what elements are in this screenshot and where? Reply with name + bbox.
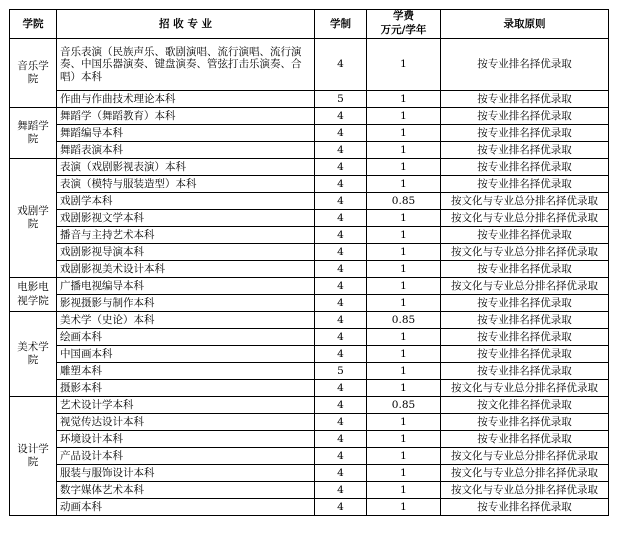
college-cell: 舞蹈学院 — [10, 108, 57, 159]
major-cell: 戏剧影视文学本科 — [57, 210, 315, 227]
fee-cell: 1 — [367, 108, 441, 125]
fee-cell: 1 — [367, 414, 441, 431]
fee-cell: 0.85 — [367, 312, 441, 329]
table-row — [10, 363, 609, 380]
major-cell: 戏剧学本科 — [57, 193, 315, 210]
table-row — [10, 142, 609, 159]
fee-cell: 1 — [367, 465, 441, 482]
header-major: 招 收 专 业 — [57, 10, 315, 39]
college-cell: 美术学院 — [10, 312, 57, 397]
major-cell: 影视摄影与制作本科 — [57, 295, 315, 312]
principle-cell: 按专业排名择优录取 — [441, 142, 609, 159]
table-row — [10, 448, 609, 465]
duration-cell: 4 — [315, 448, 367, 465]
principle-cell: 按专业排名择优录取 — [441, 91, 609, 108]
major-cell: 动画本科 — [57, 499, 315, 516]
table-row — [10, 312, 609, 329]
fee-cell: 1 — [367, 329, 441, 346]
fee-cell: 1 — [367, 142, 441, 159]
table-row — [10, 431, 609, 448]
major-cell: 舞蹈表演本科 — [57, 142, 315, 159]
fee-cell: 1 — [367, 482, 441, 499]
major-cell: 音乐表演（民族声乐、歌剧演唱、流行演唱、流行演奏、中国乐器演奏、键盘演奏、管弦打击乐演奏、合唱）本科 — [57, 39, 315, 91]
principle-cell: 按专业排名择优录取 — [441, 108, 609, 125]
duration-cell: 4 — [315, 210, 367, 227]
major-cell: 作曲与作曲技术理论本科 — [57, 91, 315, 108]
principle-cell: 按专业排名择优录取 — [441, 431, 609, 448]
principle-cell: 按专业排名择优录取 — [441, 176, 609, 193]
college-cell: 音乐学院 — [10, 39, 57, 108]
major-cell: 广播电视编导本科 — [57, 278, 315, 295]
table-row — [10, 295, 609, 312]
duration-cell: 4 — [315, 125, 367, 142]
major-cell: 播音与主持艺术本科 — [57, 227, 315, 244]
fee-cell: 1 — [367, 431, 441, 448]
principle-cell: 按专业排名择优录取 — [441, 295, 609, 312]
major-cell: 雕塑本科 — [57, 363, 315, 380]
principle-cell: 按文化与专业总分排名择优录取 — [441, 482, 609, 499]
table-row — [10, 39, 609, 91]
principle-cell: 按专业排名择优录取 — [441, 159, 609, 176]
fee-cell: 1 — [367, 91, 441, 108]
table-row — [10, 329, 609, 346]
table-row — [10, 482, 609, 499]
table-row — [10, 159, 609, 176]
major-cell: 戏剧影视导演本科 — [57, 244, 315, 261]
table-row — [10, 346, 609, 363]
principle-cell: 按文化与专业总分排名择优录取 — [441, 244, 609, 261]
duration-cell: 4 — [315, 431, 367, 448]
fee-cell: 1 — [367, 244, 441, 261]
principle-cell: 按专业排名择优录取 — [441, 227, 609, 244]
admissions-table — [9, 9, 609, 516]
major-cell: 表演（戏剧影视表演）本科 — [57, 159, 315, 176]
principle-cell: 按专业排名择优录取 — [441, 125, 609, 142]
college-cell: 电影电视学院 — [10, 278, 57, 312]
fee-cell: 1 — [367, 380, 441, 397]
duration-cell: 4 — [315, 193, 367, 210]
major-cell: 舞蹈编导本科 — [57, 125, 315, 142]
fee-cell: 1 — [367, 295, 441, 312]
table-row — [10, 414, 609, 431]
principle-cell: 按专业排名择优录取 — [441, 261, 609, 278]
table-row — [10, 176, 609, 193]
fee-cell: 1 — [367, 448, 441, 465]
header-fee-line2: 万元/学年 — [380, 24, 427, 36]
duration-cell: 4 — [315, 244, 367, 261]
duration-cell: 4 — [315, 159, 367, 176]
fee-cell: 1 — [367, 346, 441, 363]
principle-cell: 按专业排名择优录取 — [441, 329, 609, 346]
duration-cell: 4 — [315, 278, 367, 295]
major-cell: 服装与服饰设计本科 — [57, 465, 315, 482]
table-body — [10, 39, 609, 516]
table-row — [10, 210, 609, 227]
duration-cell: 4 — [315, 499, 367, 516]
duration-cell: 4 — [315, 482, 367, 499]
major-cell: 舞蹈学（舞蹈教育）本科 — [57, 108, 315, 125]
fee-cell: 0.85 — [367, 193, 441, 210]
principle-cell: 按文化与专业总分排名择优录取 — [441, 193, 609, 210]
fee-cell: 1 — [367, 261, 441, 278]
duration-cell: 4 — [315, 108, 367, 125]
duration-cell: 4 — [315, 346, 367, 363]
duration-cell: 4 — [315, 227, 367, 244]
major-cell: 绘画本科 — [57, 329, 315, 346]
major-cell: 戏剧影视美术设计本科 — [57, 261, 315, 278]
duration-cell: 4 — [315, 295, 367, 312]
duration-cell: 4 — [315, 414, 367, 431]
duration-cell: 4 — [315, 261, 367, 278]
major-cell: 美术学（史论）本科 — [57, 312, 315, 329]
header-college: 学院 — [10, 10, 57, 39]
major-cell: 中国画本科 — [57, 346, 315, 363]
fee-cell: 1 — [367, 210, 441, 227]
principle-cell: 按专业排名择优录取 — [441, 414, 609, 431]
fee-cell: 0.85 — [367, 397, 441, 414]
principle-cell: 按专业排名择优录取 — [441, 363, 609, 380]
college-cell: 戏剧学院 — [10, 159, 57, 278]
major-cell: 产品设计本科 — [57, 448, 315, 465]
principle-cell: 按专业排名择优录取 — [441, 346, 609, 363]
major-cell: 数字媒体艺术本科 — [57, 482, 315, 499]
fee-cell: 1 — [367, 227, 441, 244]
principle-cell: 按文化排名择优录取 — [441, 397, 609, 414]
principle-cell: 按专业排名择优录取 — [441, 312, 609, 329]
major-cell: 艺术设计学本科 — [57, 397, 315, 414]
principle-cell: 按专业排名择优录取 — [441, 39, 609, 91]
duration-cell: 4 — [315, 397, 367, 414]
fee-cell: 1 — [367, 176, 441, 193]
table-row — [10, 278, 609, 295]
duration-cell: 4 — [315, 380, 367, 397]
table-row — [10, 125, 609, 142]
duration-cell: 4 — [315, 465, 367, 482]
header-fee-line1: 学费 — [393, 10, 414, 23]
principle-cell: 按文化与专业总分排名择优录取 — [441, 448, 609, 465]
table-row — [10, 91, 609, 108]
principle-cell: 按文化与专业总分排名择优录取 — [441, 465, 609, 482]
header-fee — [367, 10, 441, 39]
college-cell: 设计学院 — [10, 397, 57, 516]
table-row — [10, 261, 609, 278]
table-row — [10, 465, 609, 482]
principle-cell: 按文化与专业总分排名择优录取 — [441, 210, 609, 227]
principle-cell: 按文化与专业总分排名择优录取 — [441, 380, 609, 397]
major-cell: 视觉传达设计本科 — [57, 414, 315, 431]
fee-cell: 1 — [367, 278, 441, 295]
duration-cell: 5 — [315, 91, 367, 108]
principle-cell: 按文化与专业总分排名择优录取 — [441, 278, 609, 295]
fee-cell: 1 — [367, 39, 441, 91]
table-row — [10, 499, 609, 516]
fee-cell: 1 — [367, 125, 441, 142]
duration-cell: 4 — [315, 312, 367, 329]
table-row — [10, 244, 609, 261]
duration-cell: 4 — [315, 39, 367, 91]
principle-cell: 按专业排名择优录取 — [441, 499, 609, 516]
major-cell: 摄影本科 — [57, 380, 315, 397]
major-cell: 环境设计本科 — [57, 431, 315, 448]
duration-cell: 4 — [315, 176, 367, 193]
header-duration: 学制 — [315, 10, 367, 39]
table-header-row — [10, 10, 609, 39]
table-row — [10, 108, 609, 125]
table-row — [10, 227, 609, 244]
table-row — [10, 193, 609, 210]
duration-cell: 5 — [315, 363, 367, 380]
duration-cell: 4 — [315, 329, 367, 346]
header-principle: 录取原则 — [441, 10, 609, 39]
fee-cell: 1 — [367, 159, 441, 176]
duration-cell: 4 — [315, 142, 367, 159]
table-row — [10, 380, 609, 397]
table-row — [10, 397, 609, 414]
fee-cell: 1 — [367, 363, 441, 380]
major-cell: 表演（模特与服装造型）本科 — [57, 176, 315, 193]
fee-cell: 1 — [367, 499, 441, 516]
